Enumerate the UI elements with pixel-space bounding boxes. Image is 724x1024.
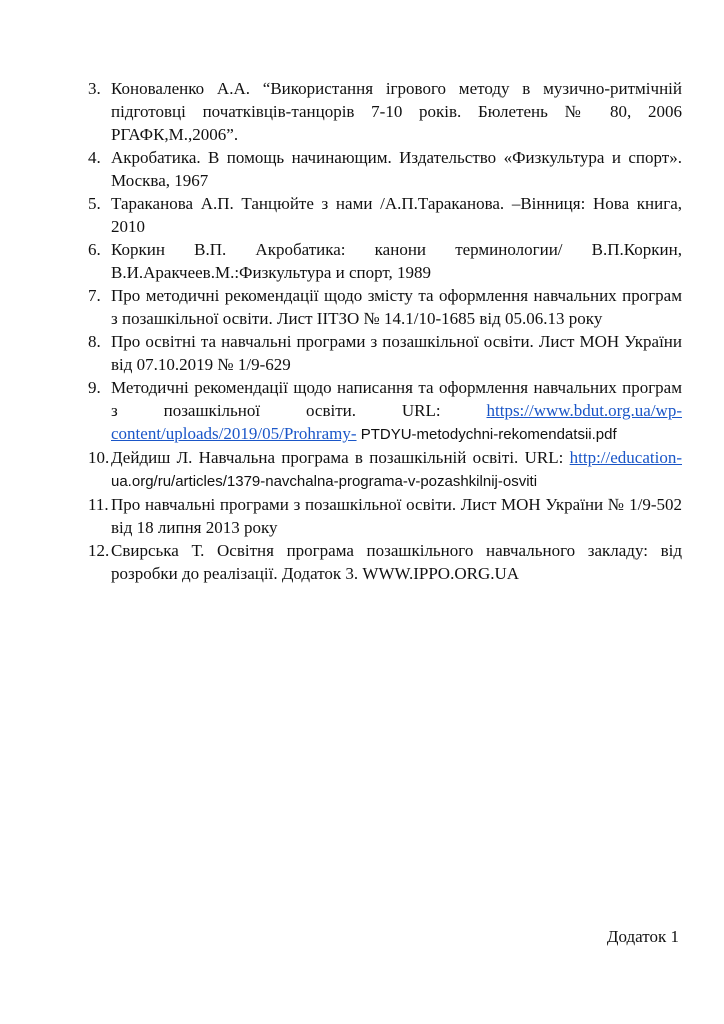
list-item bbox=[88, 77, 682, 146]
reference-text: Про методичні рекомендації щодо змісту та оформлення навчальних програм з позашкільної освіти. Лист ІІТЗО № 14.1/10-1685 від 05.06.13 року bbox=[111, 286, 682, 328]
list-item bbox=[88, 284, 682, 330]
list-item bbox=[88, 376, 682, 446]
reference-list bbox=[88, 77, 682, 585]
reference-number: 5. bbox=[88, 194, 101, 213]
list-item bbox=[88, 493, 682, 539]
reference-number: 12. bbox=[88, 541, 110, 560]
reference-text: Про освітні та навчальні програми з позашкільної освіти. Лист МОН України від 07.10.2019 № 1/9-629 bbox=[111, 332, 682, 374]
reference-number: 8. bbox=[88, 332, 101, 351]
reference-number: 4. bbox=[88, 148, 101, 167]
appendix-label: Додаток 1 bbox=[606, 927, 679, 946]
reference-number: 6. bbox=[88, 240, 101, 259]
reference-number: 9. bbox=[88, 378, 101, 397]
list-item bbox=[88, 192, 682, 238]
list-item bbox=[88, 330, 682, 376]
reference-text: Коноваленко А.А. “Використання ігрового методу в музично-ритмічній підготовці початківців-танцорів 7-10 років. Бюлетень № 80, 2006 РГАФК,М.,2006”. bbox=[111, 79, 682, 144]
reference-number: 11. bbox=[88, 495, 109, 514]
list-item bbox=[88, 146, 682, 192]
reference-text-part: Дейдиш Л. Навчальна програма в позашкільній освіті. URL: bbox=[111, 448, 570, 467]
reference-text: Тараканова А.П. Танцюйте з нами /А.П.Тараканова. –Вінниця: Нова книга, 2010 bbox=[111, 194, 682, 236]
list-item bbox=[88, 446, 682, 493]
reference-text: Коркин В.П. Акробатика: канони терминологии/ В.П.Коркин, В.И.Аракчеев.М.:Физкультура и спорт, 1989 bbox=[111, 240, 682, 282]
reference-text bbox=[111, 446, 682, 493]
reference-text: Акробатика. В помощь начинающим. Издательство «Физкультура и спорт». Москва, 1967 bbox=[111, 148, 682, 190]
reference-text-part: Методичні рекомендації щодо написання та оформлення навчальних програм з позашкільної освіти. URL: bbox=[111, 378, 682, 420]
reference-number: 10. bbox=[88, 448, 110, 467]
reference-text: Свирська Т. Освітня програма позашкільного навчального закладу: від розробки до реалізації. Додаток 3. WWW.IPPO.ORG.UA bbox=[111, 541, 682, 583]
reference-text bbox=[111, 376, 682, 446]
reference-link[interactable]: https://www.bdut.org.ua/wp-content/uploads/2019/05/Prohramy- bbox=[111, 401, 682, 443]
reference-text: Про навчальні програми з позашкільної освіти. Лист МОН України № 1/9-502 від 18 липня 2013 року bbox=[111, 495, 682, 537]
list-item bbox=[88, 238, 682, 284]
reference-text-part: ua.org/ru/articles/1379-navchalna-programa-v-pozashkilnij-osviti bbox=[111, 473, 538, 490]
reference-link[interactable]: http://education- bbox=[569, 448, 682, 467]
list-item bbox=[88, 539, 682, 585]
reference-text-part: PTDYU-metodychni-rekomendatsii.pdf bbox=[356, 426, 617, 443]
reference-number: 3. bbox=[88, 79, 101, 98]
reference-number: 7. bbox=[88, 286, 101, 305]
